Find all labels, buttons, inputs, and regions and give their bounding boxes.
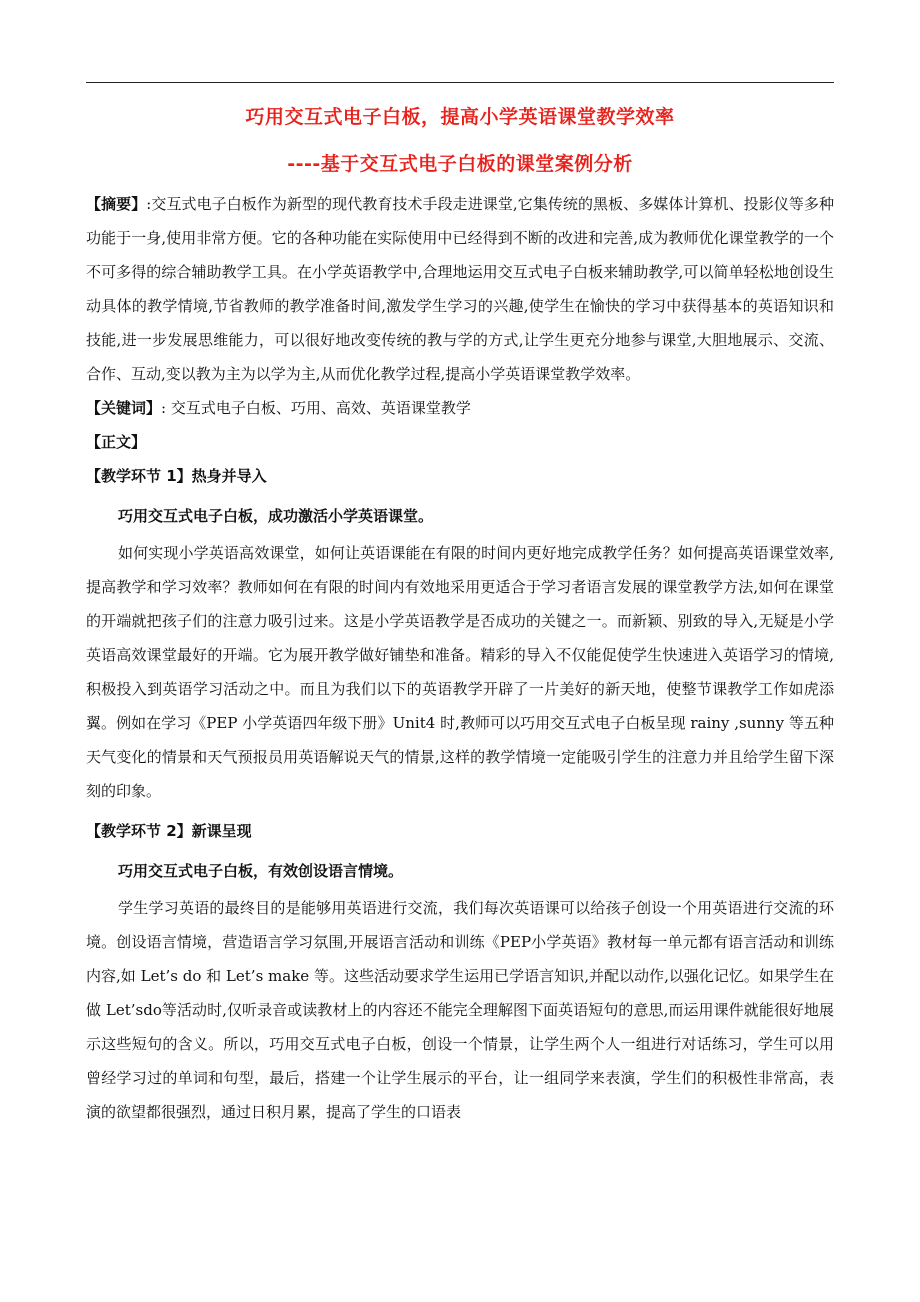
section-1-subheading: 巧用交互式电子白板，成功激活小学英语课堂。 xyxy=(118,507,434,525)
abstract-label: 【摘要】 xyxy=(86,195,147,213)
section-2-paragraph: 学生学习英语的最终目的是能够用英语进行交流，我们每次英语课可以给孩子创设一个用英语进行交流的环境。创设语言情境，营造语言学习氛围,开展语言活动和训练《PEP小学英语》教材每一单元都有语言活动和训练内容,如 Let’s do 和 Let’s make 等。这些活动要求学生运用已学语言知识,并配以动作,以强化记忆。如果学生在做 Let’sdo等活动时,仅听录音或读教材上的内容还不能完全理解图下面英语短句的意思,而运用课件就能很好地展示这些短句的含义。所以，巧用交互式电子白板，创设一个情景，让学生两个人一组进行对话练习，学生可以用曾经学习过的单词和句型，最后，搭建一个让学生展示的平台，让一组同学来表演，学生们的积极性非常高，表演的欲望都很强烈，通过日积月累，提高了学生的口语表 xyxy=(86,899,834,1121)
header-rule xyxy=(86,82,834,83)
document-title: 巧用交互式电子白板，提高小学英语课堂教学效率 xyxy=(245,106,675,128)
section-2-heading: 【教学环节 2】新课呈现 xyxy=(86,822,252,840)
section-1-paragraph: 如何实现小学英语高效课堂，如何让英语课能在有限的时间内更好地完成教学任务？如何提高英语课堂效率,提高教学和学习效率？教师如何在有限的时间内有效地采用更适合于学习者语言发展的课堂教学方法,如何在课堂的开端就把孩子们的注意力吸引过来。这是小学英语教学是否成功的关键之一。而新颖、别致的导入,无疑是小学英语高效课堂最好的开端。它为展开教学做好铺垫和准备。精彩的导入不仅能促使学生快速进入英语学习的情境,积极投入到英语学习活动之中。而且为我们以下的英语教学开辟了一片美好的新天地，使整节课教学工作如虎添翼。例如在学习《PEP 小学英语四年级下册》Unit4 时,教师可以巧用交互式电子白板呈现 rainy ,sunny 等五种天气变化的情景和天气预报员用英语解说天气的情景,这样的教学情境一定能吸引学生的注意力并且给学生留下深刻的印象。 xyxy=(86,544,834,800)
document-body xyxy=(86,187,834,1129)
abstract-text: :交互式电子白板作为新型的现代教育技术手段走进课堂,它集传统的黑板、多媒体计算机、投影仪等多种功能于一身,使用非常方便。它的各种功能在实际使用中已经得到不断的改进和完善,成为教师优化课堂教学的一个不可多得的综合辅助教学工具。在小学英语教学中,合理地运用交互式电子白板来辅助教学,可以简单轻松地创设生动具体的教学情境,节省教师的教学准备时间,激发学生学习的兴趣,使学生在愉快的学习中获得基本的英语知识和技能,进一步发展思维能力，可以很好地改变传统的教与学的方式,让学生更充分地参与课堂,大胆地展示、交流、合作、互动,变以教为主为以学为主,从而优化教学过程,提高小学英语课堂教学效率。 xyxy=(86,195,834,383)
keywords-text: : 交互式电子白板、巧用、高效、英语课堂教学 xyxy=(161,399,471,417)
document-subtitle: ----基于交互式电子白板的课堂案例分析 xyxy=(287,153,633,175)
keywords-paragraph xyxy=(86,391,834,425)
keywords-label: 【关键词】 xyxy=(86,399,162,417)
abstract-paragraph xyxy=(86,187,834,391)
main-text-label: 【正文】 xyxy=(86,433,147,451)
section-1-heading: 【教学环节 1】热身并导入 xyxy=(86,467,267,485)
section-2-subheading: 巧用交互式电子白板，有效创设语言情境。 xyxy=(118,862,404,880)
